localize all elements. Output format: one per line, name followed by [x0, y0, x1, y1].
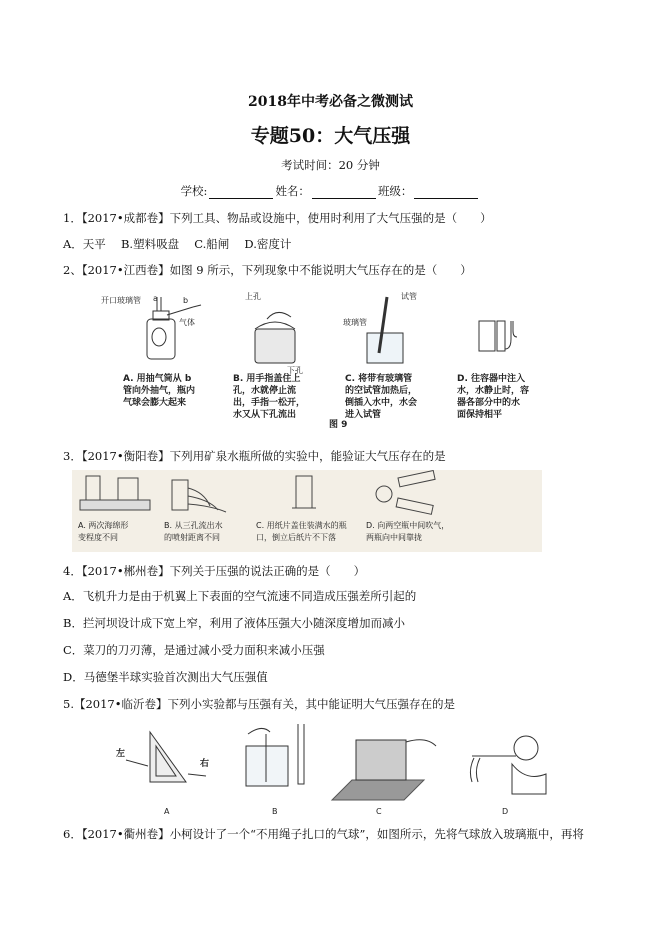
label-a: a [153, 294, 158, 303]
class-blank[interactable] [414, 186, 478, 199]
question-2-stem: 2、【2017•江西卷】如图 9 所示，下列现象中不能说明大气压存在的是（ ） [63, 263, 472, 277]
q3-caption-c-2: 口，倒立后纸片不下落 [256, 533, 336, 542]
caption-d-2: 水，水静止时，容 [457, 386, 530, 396]
q5-label-b: B [272, 807, 278, 816]
label-bottom-hole: 下孔 [287, 366, 303, 375]
figure-9c-beaker [343, 291, 417, 363]
question-4-stem: 4．【2017•郴州卷】下列关于压强的说法正确的是（ ） [63, 564, 366, 578]
q3-caption-a-1: A. 两次海绵形 [78, 521, 129, 530]
exam-time: 考试时间：20 分钟 [281, 158, 380, 172]
question-6-stem: 6．【2017•衢州卷】小柯设计了一个“不用绳子扎口的气球”，如图所示，先将气球放入玻璃瓶中，再将 [63, 827, 584, 841]
figure-9d-connected-vessels [479, 321, 517, 351]
q5-figure-a [116, 732, 209, 782]
label-left: 左 [116, 749, 126, 759]
figure-9b-bottle [245, 291, 303, 375]
question-2-figure [95, 289, 555, 431]
q5-label-d: D [502, 807, 509, 816]
label-top-hole: 上孔 [245, 292, 261, 301]
q3-caption-d-2: 两瓶向中间靠拢 [366, 533, 422, 542]
question-4-option-a: A．飞机升力是由于机翼上下表面的空气流速不同造成压强差所引起的 [63, 589, 417, 603]
q5-figure-c [332, 740, 436, 800]
figure-9-captions [123, 372, 529, 430]
label-gas: 气体 [179, 318, 195, 327]
label-glass-tube: 玻璃管 [343, 318, 367, 327]
caption-b-1: B. 用手指盖住上 [233, 374, 301, 384]
caption-c-1: C. 将带有玻璃管 [345, 374, 413, 384]
caption-c-2: 的空试管加热后， [345, 386, 418, 396]
question-3-stem: 3．【2017•衡阳卷】下列用矿泉水瓶所做的实验中，能验证大气压存在的是 [63, 449, 446, 463]
question-5-stem: 5.【2017•临沂卷】下列小实验都与压强有关，其中能证明大气压强存在的是 [63, 697, 456, 711]
figure-9-number: 图 9 [329, 420, 348, 430]
school-label: 学校: [180, 184, 208, 198]
caption-d-4: 面保持相平 [457, 410, 503, 420]
q5-label-c: C [376, 807, 382, 816]
class-label: 班级： [377, 184, 413, 198]
caption-c-4: 进入试管 [345, 410, 382, 420]
label-test-tube: 试管 [401, 292, 417, 301]
q3-caption-b-1: B. 从三孔流出水 [164, 521, 223, 530]
paper-header-title: 2018年中考必备之微测试 [248, 94, 413, 110]
question-4-option-c: C．菜刀的刀刃薄，是通过减小受力面积来减小压强 [63, 643, 325, 657]
question-4-option-b: B．拦河坝设计成下宽上窄，利用了液体压强大小随深度增加而减小 [63, 616, 405, 630]
name-blank[interactable] [312, 186, 376, 199]
caption-a-2: 管向外抽气，瓶内 [123, 386, 196, 396]
caption-d-3: 器各部分中的水 [457, 398, 521, 408]
label-b: b [183, 296, 189, 305]
caption-d-1: D. 往容器中注入 [457, 374, 526, 384]
figure-9a-flask [101, 294, 201, 359]
q5-figure-d [470, 736, 546, 794]
q5-figure-b [246, 724, 304, 786]
school-blank[interactable] [209, 186, 273, 199]
caption-c-3: 倒插入水中，水会 [345, 398, 418, 408]
caption-a-1: A. 用抽气筒从 b [123, 374, 192, 384]
label-right: 右 [200, 759, 210, 769]
caption-b-4: 水又从下孔流出 [233, 410, 297, 420]
q3-caption-b-2: 的喷射距离不同 [164, 533, 220, 542]
q3-caption-d-1: D. 向两空瓶中间吹气， [366, 521, 450, 530]
q5-label-a: A [164, 807, 170, 816]
caption-b-3: 出，手指一松开， [233, 398, 306, 408]
name-label: 姓名： [275, 184, 310, 198]
question-5-figure [108, 720, 558, 820]
student-info-fields [0, 183, 661, 199]
q3-caption-a-2: 变程度不同 [78, 533, 118, 542]
topic-title: 专题50：大气压强 [250, 125, 411, 147]
question-1-stem: 1．【2017•成都卷】下列工具、物品或设施中，使用时利用了大气压强的是（ ） [63, 211, 492, 225]
q3-caption-c-1: C. 用纸片盖住装满水的瓶 [256, 521, 347, 530]
question-1-options: A．天平 B.塑料吸盘 C.船闸 D.密度计 [63, 237, 292, 251]
label-open-tube: 开口玻璃管 [101, 296, 141, 305]
caption-b-2: 孔，水就停止流 [233, 386, 297, 396]
caption-a-3: 气球会膨大起来 [123, 398, 187, 408]
question-3-figure [72, 470, 542, 552]
question-4-option-d: D．马德堡半球实验首次测出大气压强值 [63, 670, 268, 684]
